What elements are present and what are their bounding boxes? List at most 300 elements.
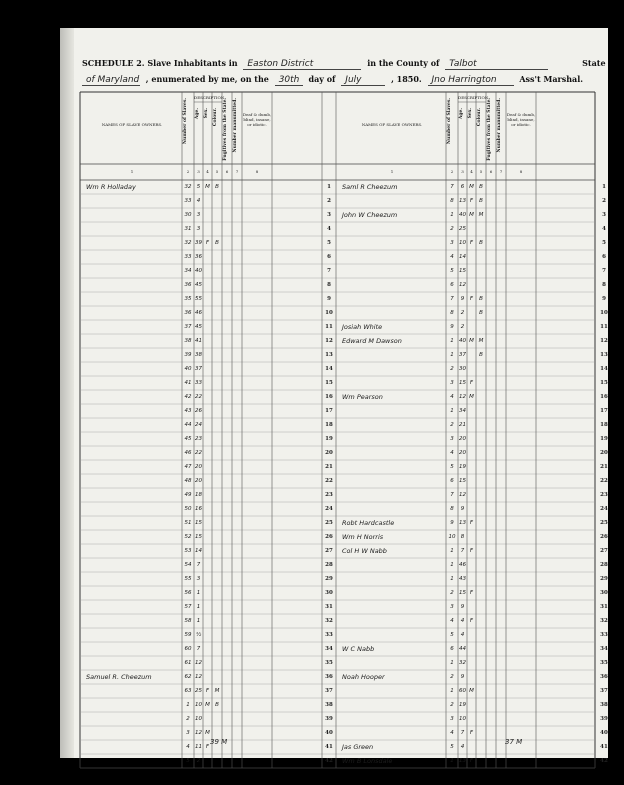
row-number: 42 [325, 758, 333, 764]
col-number-label: 5 [215, 169, 219, 174]
col-number-label: 5 [479, 169, 483, 174]
slave-age: 19 [459, 464, 466, 470]
slave-age: 41 [195, 338, 202, 344]
row-number: 30 [325, 590, 333, 596]
col-names-header: NAMES OF SLAVE OWNERS. [101, 122, 163, 127]
slave-sex: F [469, 618, 474, 624]
slave-number: 32 [184, 240, 192, 246]
slave-age: 20 [459, 450, 466, 456]
slave-number: 2 [450, 226, 454, 232]
slave-age: 8 [460, 534, 465, 540]
slave-number: 4 [450, 450, 454, 456]
slave-age: 15 [459, 478, 466, 484]
slave-age: 10 [459, 240, 466, 246]
row-number: 31 [600, 604, 608, 610]
slave-age: 22 [195, 394, 202, 400]
slave-number: 53 [184, 548, 192, 554]
slave-number: 5 [186, 758, 190, 764]
slave-age: 30 [459, 366, 466, 372]
slave-age: 12 [195, 674, 202, 680]
col-number-label: 8 [255, 169, 259, 174]
slave-number: 2 [450, 702, 454, 708]
slave-number: 7 [450, 296, 454, 302]
col-number-label: 3 [197, 169, 200, 174]
slave-age: 37 [195, 366, 202, 372]
slave-number: 62 [184, 674, 192, 680]
row-number: 35 [325, 660, 333, 666]
slave-number: 46 [184, 450, 192, 456]
row-number: 41 [600, 744, 608, 750]
col-number-header: Number of Slaves. [183, 98, 188, 145]
owner-name: Jas Green [342, 743, 374, 751]
owner-name: Wm Pearson [342, 393, 383, 401]
row-number: 12 [325, 338, 333, 344]
col-manumitted-header: Number manumitted. [497, 98, 502, 153]
slave-number: 51 [184, 520, 192, 526]
row-number: 14 [600, 366, 608, 372]
row-number: 25 [325, 520, 333, 526]
slave-sex: M [205, 702, 210, 708]
slave-age: 23 [195, 436, 202, 442]
owner-name: W C Nabb [342, 645, 375, 653]
col-number-label: 6 [225, 169, 229, 174]
owner-name: Col H W Nabb [342, 547, 387, 555]
owner-name: Edward M Dawson [342, 337, 402, 345]
row-number: 14 [325, 366, 333, 372]
slave-number: 2 [186, 716, 190, 722]
day-of-label: day of [308, 74, 336, 84]
state-handwritten: of Maryland [86, 75, 140, 85]
row-number: 42 [600, 758, 608, 764]
slave-number: 1 [450, 576, 454, 582]
slave-sex: F [205, 744, 210, 750]
slave-age: 2 [196, 758, 201, 764]
row-number: 37 [600, 688, 608, 694]
col-number-label: 4 [206, 169, 209, 174]
slave-number: 4 [450, 730, 454, 736]
col-names-header: NAMES OF SLAVE OWNERS. [361, 122, 423, 127]
col-number-label: 4 [470, 169, 473, 174]
slave-number: 4 [186, 744, 190, 750]
slave-number: 1 [186, 702, 190, 708]
col-colour-header: Colour. [477, 108, 482, 127]
slave-number: 54 [184, 562, 192, 568]
row-number: 10 [600, 310, 608, 316]
slave-age: 13 [459, 520, 466, 526]
row-number: 33 [600, 632, 608, 638]
col-age-header: Age. [195, 108, 200, 120]
slave-number: 37 [184, 324, 192, 330]
slave-age: 40 [195, 268, 202, 274]
slave-number: 10 [448, 534, 456, 540]
row-number: 13 [600, 352, 608, 358]
row-number: 10 [325, 310, 333, 316]
col-age-header: Age. [459, 108, 464, 120]
slave-sex: F [469, 758, 474, 764]
col-description-header: DESCRIPTION. [194, 95, 226, 100]
col-number-label: 8 [519, 169, 523, 174]
owner-name: Robt Hardcastle [342, 519, 395, 527]
slave-age: 6 [460, 184, 465, 190]
slave-age: 20 [459, 436, 466, 442]
slave-number: 31 [184, 226, 192, 232]
slave-number: 1 [450, 352, 454, 358]
slave-number: 1 [450, 408, 454, 414]
slave-colour: M [478, 338, 484, 344]
row-number: 16 [325, 394, 333, 400]
slave-number: 3 [450, 380, 454, 386]
slave-age: 33 [195, 380, 202, 386]
day-handwritten: 30th [278, 75, 300, 85]
slave-age: 43 [459, 576, 466, 582]
row-number: 22 [325, 478, 333, 484]
slave-number: 45 [184, 436, 192, 442]
slave-sex: F [205, 688, 210, 694]
slave-age: 11 [195, 744, 202, 750]
slave-age: 12 [459, 492, 466, 498]
slave-age: 9 [460, 296, 465, 302]
slave-age: 40 [459, 212, 466, 218]
row-number: 13 [325, 352, 333, 358]
slave-number: 61 [184, 660, 192, 666]
slave-number: 1 [450, 562, 454, 568]
marshal-handwritten: Jno Harrington [431, 75, 497, 85]
left-total-handwritten: 39 M [210, 738, 228, 746]
slave-number: 4 [450, 254, 454, 260]
slave-age: 1 [196, 604, 201, 610]
slave-number: 41 [184, 380, 192, 386]
row-number: 36 [325, 674, 333, 680]
slave-colour: B [215, 702, 219, 708]
row-number: 6 [327, 254, 331, 260]
slave-number: 60 [184, 646, 192, 652]
row-number: 30 [600, 590, 608, 596]
row-number: 1 [327, 184, 331, 190]
slave-age: 45 [195, 324, 202, 330]
slave-age: 7 [196, 646, 201, 652]
owner-name: Saml R Cheezum [342, 183, 398, 191]
row-number: 40 [600, 730, 608, 736]
row-number: 29 [325, 576, 333, 582]
marshal-label: Ass't Marshal. [519, 74, 584, 84]
slave-number: 47 [184, 464, 192, 470]
row-number: 26 [600, 534, 608, 540]
slave-number: 50 [184, 506, 192, 512]
slave-colour: B [479, 310, 483, 316]
row-number: 39 [325, 716, 333, 722]
slave-age: 4 [460, 744, 465, 750]
row-number: 11 [325, 324, 333, 330]
row-number: 39 [600, 716, 608, 722]
slave-number: 44 [184, 422, 192, 428]
row-number: 20 [325, 450, 333, 456]
slave-age: 10 [195, 716, 202, 722]
row-number: 8 [327, 282, 331, 288]
row-number: 12 [600, 338, 608, 344]
slave-number: 58 [184, 618, 192, 624]
row-number: 34 [325, 646, 333, 652]
slave-number: 35 [184, 296, 192, 302]
slave-sex: M [205, 730, 210, 736]
slave-age: 5 [196, 184, 201, 190]
row-number: 31 [325, 604, 333, 610]
district-handwritten: Easton District [247, 59, 314, 69]
slave-age: 4 [460, 632, 465, 638]
slave-sex: F [469, 380, 474, 386]
slave-number: 38 [184, 338, 192, 344]
slave-age: 34 [459, 408, 466, 414]
slave-number: 1 [450, 688, 454, 694]
row-number: 20 [600, 450, 608, 456]
slave-number: 5 [450, 464, 454, 470]
slave-number: 9 [450, 324, 454, 330]
slave-age: 13 [459, 758, 466, 764]
slave-age: 12 [459, 282, 466, 288]
slave-number: 49 [184, 492, 192, 498]
col-number-label: 2 [450, 169, 454, 174]
slave-age: 40 [459, 338, 466, 344]
col-description-header: DESCRIPTION. [458, 95, 490, 100]
slave-sex: F [205, 240, 210, 246]
col-sex-header: Sex. [204, 108, 209, 119]
slave-sex: F [469, 548, 474, 554]
row-number: 9 [602, 296, 606, 302]
slave-number: 1 [450, 758, 454, 764]
row-number: 15 [600, 380, 608, 386]
row-number: 41 [325, 744, 333, 750]
slave-sex: M [469, 338, 474, 344]
owner-name: Josiah White [342, 323, 383, 331]
row-number: 3 [602, 212, 606, 218]
slave-age: 9 [460, 674, 465, 680]
row-number: 5 [327, 240, 331, 246]
slave-number: 6 [450, 646, 454, 652]
row-number: 6 [602, 254, 606, 260]
slave-sex: F [469, 730, 474, 736]
slave-age: 25 [459, 226, 466, 232]
slave-age: 2 [460, 324, 465, 330]
slave-age: 32 [459, 660, 466, 666]
row-number: 19 [600, 436, 608, 442]
slave-age: 12 [195, 660, 202, 666]
slave-number: 55 [184, 576, 192, 582]
row-number: 7 [327, 268, 331, 274]
slave-number: 36 [184, 310, 192, 316]
row-number: 4 [327, 226, 331, 232]
owner-name: Wm B Lonsdale [342, 757, 393, 765]
slave-sex: M [469, 688, 474, 694]
row-number: 18 [600, 422, 608, 428]
slave-colour: B [215, 184, 219, 190]
slave-age: 14 [195, 548, 202, 554]
slave-age: 18 [195, 492, 202, 498]
slave-number: 6 [450, 478, 454, 484]
slave-age: 1 [196, 590, 201, 596]
slave-age: ½ [195, 632, 202, 638]
slave-number: 3 [450, 716, 454, 722]
slave-age: 15 [459, 590, 466, 596]
slave-number: 7 [450, 492, 454, 498]
slave-number: 2 [450, 366, 454, 372]
col-sex-header: Sex. [468, 108, 473, 119]
slave-age: 9 [460, 604, 465, 610]
county-label: in the County of [367, 58, 440, 68]
row-number: 18 [325, 422, 333, 428]
slave-number: 3 [450, 240, 454, 246]
row-number: 17 [600, 408, 608, 414]
slave-age: 15 [195, 534, 202, 540]
col-manumitted-header: Number manumitted. [233, 98, 238, 153]
row-number: 40 [325, 730, 333, 736]
schedule-label: SCHEDULE 2. [82, 58, 145, 68]
slave-number: 5 [450, 744, 454, 750]
slave-number: 5 [450, 268, 454, 274]
row-number: 37 [325, 688, 333, 694]
row-number: 2 [602, 198, 606, 204]
row-number: 32 [600, 618, 608, 624]
slave-colour: B [479, 184, 483, 190]
slave-number: 34 [184, 268, 192, 274]
slave-age: 3 [196, 226, 201, 232]
slave-number: 2 [450, 590, 454, 596]
slave-colour: B [479, 296, 483, 302]
row-number: 7 [602, 268, 606, 274]
slave-number: 40 [184, 366, 192, 372]
state-label: State [582, 58, 606, 68]
slave-age: 21 [459, 422, 466, 428]
col-number-label: 7 [235, 169, 239, 174]
slave-age: 60 [459, 688, 466, 694]
slave-sex: M [469, 394, 474, 400]
row-number: 25 [600, 520, 608, 526]
right-total-handwritten: 37 M [505, 738, 523, 746]
slave-number: 36 [184, 282, 192, 288]
owner-name: Wm H Norris [342, 533, 384, 541]
row-number: 2 [327, 198, 331, 204]
slave-sex: F [469, 520, 474, 526]
slave-number: 2 [450, 674, 454, 680]
row-number: 29 [600, 576, 608, 582]
slave-number: 42 [184, 394, 192, 400]
slave-age: 10 [459, 716, 466, 722]
slave-number: 63 [184, 688, 192, 694]
row-number: 35 [600, 660, 608, 666]
title-label: Slave Inhabitants in [147, 58, 238, 68]
month-handwritten: July [345, 75, 362, 85]
row-number: 26 [325, 534, 333, 540]
slave-age: 4 [196, 198, 201, 204]
slave-number: 2 [450, 422, 454, 428]
owner-name: Noah Hooper [342, 673, 385, 681]
slave-age: 37 [459, 352, 466, 358]
slave-age: 7 [196, 562, 201, 568]
col-fugitives-header: Fugitives from the State. [487, 98, 492, 161]
row-number: 28 [325, 562, 333, 568]
slave-age: 12 [195, 730, 202, 736]
col-deaf-header: Deaf & dumb, blind, insane, or idiotic. [242, 112, 272, 127]
enumerated-label: , enumerated by me, on the [145, 74, 269, 84]
slave-age: 7 [460, 730, 465, 736]
col-number-label: 1 [390, 169, 394, 174]
row-number: 36 [600, 674, 608, 680]
slave-age: 9 [460, 506, 465, 512]
slave-number: 5 [450, 632, 454, 638]
slave-age: 55 [195, 296, 202, 302]
slave-number: 32 [184, 184, 192, 190]
row-number: 22 [600, 478, 608, 484]
row-number: 23 [325, 492, 333, 498]
slave-age: 38 [195, 352, 202, 358]
slave-number: 3 [450, 436, 454, 442]
slave-age: 44 [459, 646, 466, 652]
row-number: 8 [602, 282, 606, 288]
slave-number: 30 [184, 212, 192, 218]
slave-age: 3 [196, 212, 201, 218]
owner-name: Wm R Holladay [86, 183, 136, 191]
row-number: 38 [600, 702, 608, 708]
row-number: 9 [327, 296, 331, 302]
row-number: 33 [325, 632, 333, 638]
row-number: 32 [325, 618, 333, 624]
slave-age: 22 [195, 450, 202, 456]
slave-age: 15 [195, 520, 202, 526]
slave-age: 12 [459, 394, 466, 400]
slave-number: 1 [450, 338, 454, 344]
col-number-label: 1 [130, 169, 134, 174]
slave-age: 39 [195, 240, 202, 246]
slave-age: 7 [460, 548, 465, 554]
slave-number: 3 [450, 604, 454, 610]
col-number-label: 3 [461, 169, 464, 174]
slave-number: 4 [450, 618, 454, 624]
row-number: 34 [600, 646, 608, 652]
row-number: 24 [600, 506, 608, 512]
col-number-label: 6 [489, 169, 493, 174]
slave-sex: M [469, 212, 474, 218]
row-number: 21 [600, 464, 608, 470]
row-number: 15 [325, 380, 333, 386]
slave-number: 52 [184, 534, 192, 540]
col-fugitives-header: Fugitives from the State. [223, 98, 228, 161]
owner-name: Samuel R. Cheezum [86, 673, 152, 681]
row-number: 17 [325, 408, 333, 414]
census-page [60, 28, 608, 765]
slave-age: 15 [459, 268, 466, 274]
slave-sex: M [205, 184, 210, 190]
slave-age: 1 [196, 618, 201, 624]
slave-number: 33 [184, 198, 192, 204]
slave-sex: F [469, 198, 474, 204]
slave-sex: M [469, 184, 474, 190]
slave-age: 2 [460, 310, 465, 316]
slave-age: 36 [195, 254, 202, 260]
slave-age: 4 [460, 618, 465, 624]
slave-number: 1 [450, 660, 454, 666]
slave-number: 56 [184, 590, 192, 596]
slave-number: 9 [450, 520, 454, 526]
slave-colour: B [479, 240, 483, 246]
slave-age: 24 [195, 422, 202, 428]
slave-sex: F [469, 240, 474, 246]
row-number: 1 [602, 184, 606, 190]
slave-age: 46 [459, 562, 466, 568]
row-number: 19 [325, 436, 333, 442]
slave-age: 3 [196, 576, 201, 582]
row-number: 23 [600, 492, 608, 498]
slave-number: 59 [184, 632, 192, 638]
slave-number: 8 [450, 310, 454, 316]
slave-age: 20 [195, 464, 202, 470]
